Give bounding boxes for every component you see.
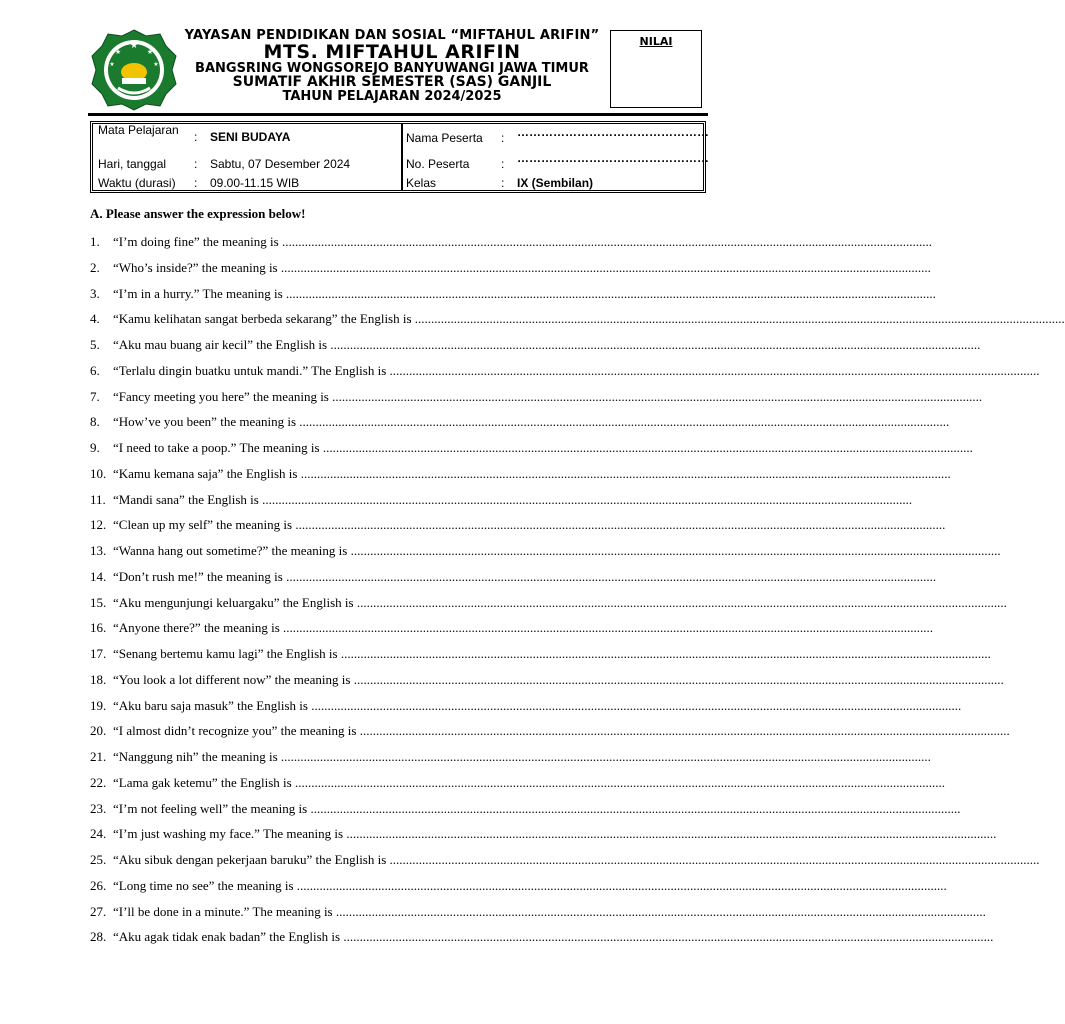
question-item xyxy=(90,671,1004,688)
question-text: “Kamu kelihatan sangat berbeda sekarang” the English is xyxy=(113,311,412,327)
svg-text:★: ★ xyxy=(109,62,115,68)
svg-text:★: ★ xyxy=(153,62,159,68)
answer-blank[interactable]: ........................................................................................................................................................................................................ xyxy=(353,594,1007,610)
question-text: “Fancy meeting you here” the meaning is xyxy=(113,388,329,404)
question-item xyxy=(90,259,931,276)
answer-blank[interactable]: ........................................................................................................................................................................................................ xyxy=(411,311,1065,327)
score-label: NILAI xyxy=(639,35,673,48)
question-text: “Kamu kemana saja” the English is xyxy=(113,465,298,481)
question-text: “Anyone there?” the meaning is xyxy=(113,620,280,636)
question-number: 20. xyxy=(90,723,107,739)
question-item xyxy=(90,388,983,405)
answer-blank[interactable]: ........................................................................................................................................................................................................ xyxy=(327,337,981,352)
question-text: “I’m not feeling well” the meaning is xyxy=(113,800,308,816)
question-item xyxy=(90,543,1001,559)
answer-blank[interactable]: ........................................................................................................................................................................................................ xyxy=(307,697,962,713)
question-text: “Who’s inside?” the meaning is xyxy=(113,259,278,275)
answer-blank[interactable]: ........................................................................................................................................................................................................ xyxy=(296,414,950,430)
question-number: 8. xyxy=(90,414,100,430)
answer-blank[interactable]: ........................................................................................................................................................................................................ xyxy=(386,362,1040,378)
question-number: 1. xyxy=(90,234,100,249)
colon: : xyxy=(501,157,505,171)
question-text: “Aku sibuk dengan pekerjaan baruku” the English is xyxy=(113,852,387,867)
section-title: A. Please answer the expression below! xyxy=(90,206,306,221)
question-text: “Wanna hang out sometime?” the meaning is xyxy=(113,543,348,558)
question-number: 17. xyxy=(90,646,107,661)
question-text: “How’ve you been” the meaning is xyxy=(113,414,297,430)
question-text: “Lama gak ketemu” the English is xyxy=(113,774,292,790)
name-label: Nama Peserta xyxy=(406,131,483,145)
question-item xyxy=(90,337,981,353)
question-number: 11. xyxy=(90,491,106,507)
question-number: 14. xyxy=(90,568,107,584)
subject-value: SENI BUDAYA xyxy=(210,130,291,144)
question-item xyxy=(90,285,936,302)
question-item xyxy=(90,440,973,456)
colon: : xyxy=(501,131,505,145)
question-number: 7. xyxy=(90,388,100,404)
question-text: “I’m in a hurry.” The meaning is xyxy=(113,285,283,301)
question-text: “Aku mau buang air kecil” the English is xyxy=(113,337,328,352)
answer-blank[interactable]: ........................................................................................................................................................................................................ xyxy=(356,723,1010,739)
question-item xyxy=(90,620,934,636)
colon: : xyxy=(194,157,198,171)
question-number: 4. xyxy=(90,311,100,327)
svg-text:★: ★ xyxy=(146,48,154,56)
question-item xyxy=(90,517,946,533)
svg-text:★: ★ xyxy=(129,40,139,50)
question-item xyxy=(90,465,951,482)
question-text: “I almost didn’t recognize you” the meaning is xyxy=(113,723,357,739)
answer-blank[interactable]: ........................................................................................................................................................................................................ xyxy=(332,903,986,919)
answer-blank[interactable]: ........................................................................................................................................................................................................ xyxy=(291,774,945,790)
question-number: 18. xyxy=(90,671,107,687)
question-text: “You look a lot different now” the meaning is xyxy=(113,671,351,687)
question-text: “I’m doing fine” the meaning is xyxy=(113,234,279,249)
school-address: BANGSRING WONGSOREJO BANYUWANGI JAWA TIMUR xyxy=(195,61,589,76)
answer-blank[interactable]: ........................................................................................................................................................................................................ xyxy=(347,543,1001,558)
class-label: Kelas xyxy=(406,176,437,190)
question-item xyxy=(90,877,947,894)
answer-blank[interactable]: ........................................................................................................................................................................................................ xyxy=(278,234,932,249)
question-item xyxy=(90,491,913,508)
question-number: 21. xyxy=(90,749,107,764)
question-number: 9. xyxy=(90,440,100,455)
question-text: “Clean up my self” the meaning is xyxy=(113,517,293,533)
answer-blank[interactable]: ........................................................................................................................................................................................................ xyxy=(292,517,946,533)
question-text: “Aku agak tidak enak badan” the English is xyxy=(113,929,341,945)
question-number: 24. xyxy=(90,826,107,842)
question-text: “Don’t rush me!” the meaning is xyxy=(113,568,283,584)
answer-blank[interactable]: ........................................................................................................................................................................................................ xyxy=(307,800,961,816)
answer-blank[interactable]: ........................................................................................................................................................................................................ xyxy=(386,852,1040,867)
question-text: “Aku baru saja masuk” the English is xyxy=(113,697,308,713)
exam-info-table xyxy=(90,121,709,193)
question-text: “Aku mengunjungi keluargaku” the English is xyxy=(113,594,354,610)
question-item xyxy=(90,826,997,842)
question-number: 15. xyxy=(90,594,107,610)
question-item xyxy=(90,929,994,945)
answer-blank[interactable]: ........................................................................................................................................................................................................ xyxy=(343,826,997,842)
academic-year: TAHUN PELAJARAN 2024/2025 xyxy=(282,89,502,104)
question-text: “Long time no see” the meaning is xyxy=(113,877,294,893)
school-logo-icon xyxy=(88,28,180,112)
time-label: Waktu (durasi) xyxy=(98,176,176,190)
foundation-name: YAYASAN PENDIDIKAN DAN SOSIAL “MIFTAHUL ARIFIN” xyxy=(184,28,600,43)
question-number: 23. xyxy=(90,800,107,816)
answer-blank[interactable]: ........................................................................................................................................................................................................ xyxy=(337,646,991,661)
answer-blank[interactable]: ........................................................................................................................................................................................................ xyxy=(277,749,931,764)
question-item xyxy=(90,362,1040,379)
question-item xyxy=(90,723,1010,739)
answer-blank[interactable]: ........................................................................................................................................................................................................ xyxy=(297,465,951,481)
question-number: 12. xyxy=(90,517,107,533)
question-number: 10. xyxy=(90,465,107,481)
answer-blank[interactable]: ........................................................................................................................................................................................................ xyxy=(350,671,1004,687)
question-item xyxy=(90,234,932,250)
name-value: ………………………………………… xyxy=(517,125,709,139)
question-item xyxy=(90,311,1065,327)
question-number: 19. xyxy=(90,697,107,713)
header-text xyxy=(176,26,608,104)
header-divider xyxy=(88,113,708,116)
question-text: “Mandi sana” the English is xyxy=(113,491,259,507)
question-item xyxy=(90,697,962,714)
answer-blank[interactable]: ........................................................................................................................................................................................................ xyxy=(279,620,934,636)
question-number: 16. xyxy=(90,620,107,636)
question-item xyxy=(90,594,1007,611)
question-item xyxy=(90,903,986,920)
time-value: 09.00-11.15 WIB xyxy=(210,176,300,190)
school-name: MTS. MIFTAHUL ARIFIN xyxy=(263,41,521,63)
question-text: “I need to take a poop.” The meaning is xyxy=(113,440,320,455)
exam-title: SUMATIF AKHIR SEMESTER (SAS) GANJIL xyxy=(232,74,552,90)
question-item xyxy=(90,852,1040,868)
number-value: ………………………………………… xyxy=(517,151,709,165)
question-number: 28. xyxy=(90,929,107,945)
date-label: Hari, tanggal xyxy=(98,157,167,171)
question-text: “Terlalu dingin buatku untuk mandi.” The English is xyxy=(113,362,387,378)
colon: : xyxy=(194,130,198,144)
question-item xyxy=(90,568,937,585)
svg-text:★: ★ xyxy=(114,48,122,56)
score-box xyxy=(610,30,702,108)
question-number: 3. xyxy=(90,285,100,301)
answer-blank[interactable]: ........................................................................................................................................................................................................ xyxy=(258,491,913,507)
question-item xyxy=(90,774,945,791)
question-item xyxy=(90,749,931,765)
answer-blank[interactable]: ........................................................................................................................................................................................................ xyxy=(293,877,947,893)
question-number: 6. xyxy=(90,362,100,378)
class-value: IX (Sembilan) xyxy=(517,176,594,190)
answer-blank[interactable]: ........................................................................................................................................................................................................ xyxy=(340,929,994,945)
question-number: 2. xyxy=(90,259,100,275)
question-number: 25. xyxy=(90,852,107,867)
answer-blank[interactable]: ........................................................................................................................................................................................................ xyxy=(277,259,931,275)
colon: : xyxy=(501,176,505,190)
question-number: 5. xyxy=(90,337,100,352)
question-item xyxy=(90,646,991,662)
answer-blank[interactable]: ........................................................................................................................................................................................................ xyxy=(319,440,973,455)
question-item xyxy=(90,414,950,430)
subject-label: Mata Pelajaran xyxy=(98,123,179,137)
answer-blank[interactable]: ........................................................................................................................................................................................................ xyxy=(328,388,983,404)
question-text: “I’m just washing my face.” The meaning is xyxy=(113,826,344,842)
document-header xyxy=(86,26,708,116)
question-number: 27. xyxy=(90,903,107,919)
question-number: 13. xyxy=(90,543,107,558)
info-divider xyxy=(401,124,403,190)
question-text: “Nanggung nih” the meaning is xyxy=(113,749,278,764)
question-number: 26. xyxy=(90,877,107,893)
question-item xyxy=(90,800,961,817)
question-text: “Senang bertemu kamu lagi” the English is xyxy=(113,646,338,661)
colon: : xyxy=(194,176,198,190)
number-label: No. Peserta xyxy=(406,157,470,171)
question-number: 22. xyxy=(90,774,107,790)
date-value: Sabtu, 07 Desember 2024 xyxy=(210,157,351,171)
answer-blank[interactable]: ........................................................................................................................................................................................................ xyxy=(282,568,937,584)
question-text: “I’ll be done in a minute.” The meaning is xyxy=(113,903,333,919)
answer-blank[interactable]: ........................................................................................................................................................................................................ xyxy=(282,285,936,301)
